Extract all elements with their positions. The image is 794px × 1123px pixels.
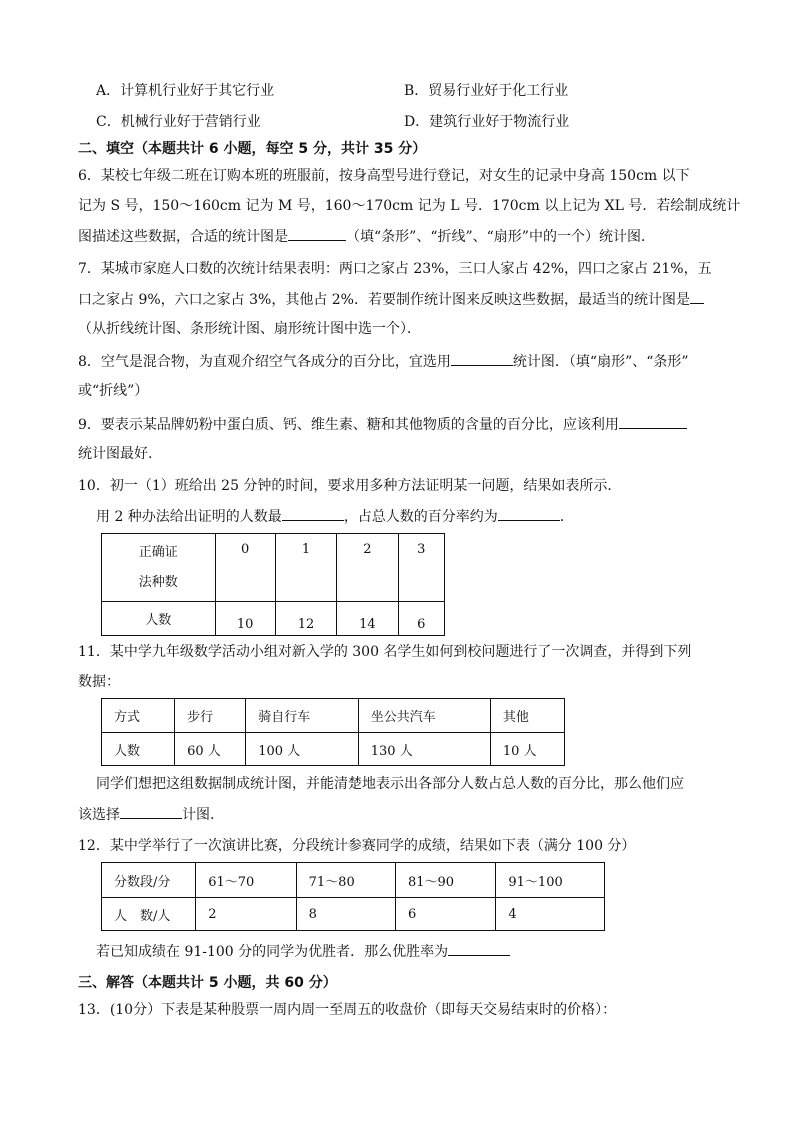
table-cell: 方式 xyxy=(102,699,175,733)
q6-line-3 xyxy=(78,226,655,247)
q7-text-a: 口之家占 9%，六口之家占 3%，其他占 2%．若要制作统计图来反映这些数据，最适当的统计图是 xyxy=(78,292,690,308)
q7-answer-blank[interactable] xyxy=(690,289,704,304)
q8-line-1 xyxy=(78,351,689,372)
q10-text-b: ，占总人数的百分率约为 xyxy=(343,509,498,525)
q10-text-c: ． xyxy=(559,509,574,525)
table-cell: 10 xyxy=(215,602,275,636)
q11-line-2: 数据： xyxy=(78,674,120,690)
table-cell: 8 xyxy=(296,898,395,931)
q8-line-2: 或“折线”） xyxy=(78,383,149,399)
q6-line-2: 记为 S 号，150～160cm 记为 M 号，160～170cm 记为 L 号．170cm 以上记为 XL 号．若绘制成统计 xyxy=(78,198,741,214)
table-cell: 10 人 xyxy=(490,733,564,766)
q10-line-2 xyxy=(96,506,574,527)
table-cell: 91～100 xyxy=(496,863,605,898)
section-2-heading: 二、填空（本题共计 6 小题，每空 5 分，共计 35 分） xyxy=(78,141,427,157)
q10-header-line-2: 法种数 xyxy=(138,574,178,590)
table-cell: 2 xyxy=(337,534,398,602)
q10-line-1: 10．初一（1）班给出 25 分钟的时间，要求用多种方法证明某一问题，结果如表所示． xyxy=(78,478,622,494)
q10-answer-blank-2[interactable] xyxy=(498,506,560,521)
table-cell: 0 xyxy=(215,534,275,602)
q11-text-b: 计图. xyxy=(182,807,215,823)
q8-text-a: 8．空气是混合物，为直观介绍空气各成分的百分比，宜选用 xyxy=(78,354,451,370)
q7-line-2 xyxy=(78,289,704,310)
table-cell: 人 数/人 xyxy=(102,898,196,931)
table-cell: 人数 xyxy=(102,602,216,636)
q9-line-2: 统计图最好. xyxy=(78,446,153,462)
q9-line-1 xyxy=(78,414,687,435)
q7-line-1: 7．某城市家庭人口数的次统计结果表明：两口之家占 23%，三口人家占 42%，四口之家占 21%，五 xyxy=(78,261,712,277)
q8-text-b: 统计图．（填“扇形”、“条形” xyxy=(512,354,689,370)
q11-table xyxy=(101,698,565,766)
table-cell: 步行 xyxy=(175,699,246,733)
q12-text-a: 若已知成绩在 91-100 分的同学为优胜者．那么优胜率为 xyxy=(96,944,449,960)
q7-line-3: （从折线统计图、条形统计图、扇形统计图中选一个）． xyxy=(78,321,421,337)
q13-line-1: 13．(10分）下表是某种股票一周内周一至周五的收盘价（即每天交易结束时的价格）： xyxy=(78,1002,617,1018)
table-cell: 坐公共汽车 xyxy=(358,699,490,733)
option-b: B．贸易行业好于化工行业 xyxy=(404,83,569,99)
table-cell: 4 xyxy=(496,898,605,931)
q8-answer-blank[interactable] xyxy=(451,351,513,366)
table-cell: 71～80 xyxy=(296,863,395,898)
table-cell: 14 xyxy=(337,602,398,636)
q6-text-a: 图描述这些数据，合适的统计图是 xyxy=(78,229,288,245)
table-cell: 60 人 xyxy=(175,733,246,766)
q12-line-2 xyxy=(96,941,510,962)
q10-header-cell xyxy=(102,534,216,602)
q6-line-1: 6．某校七年级二班在订购本班的班服前，按身高型号进行登记，对女生的记录中身高 150cm 以下 xyxy=(78,168,690,184)
q6-text-b: （填“条形”、“折线”、“扇形”中的一个）统计图． xyxy=(346,229,655,245)
table-cell: 分数段/分 xyxy=(102,863,196,898)
table-cell: 61～70 xyxy=(196,863,296,898)
table-cell: 100 人 xyxy=(246,733,359,766)
table-cell: 2 xyxy=(196,898,296,931)
table-cell: 130 人 xyxy=(358,733,490,766)
q12-table xyxy=(101,862,605,931)
q10-header-line-1: 正确证 xyxy=(138,544,178,560)
q6-answer-blank[interactable] xyxy=(288,226,346,241)
table-cell: 6 xyxy=(395,898,495,931)
q12-answer-blank[interactable] xyxy=(448,941,510,956)
q12-line-1: 12．某中学举行了一次演讲比赛，分段统计参赛同学的成绩，结果如下表（满分 100 分） xyxy=(78,838,636,854)
table-cell: 其他 xyxy=(490,699,564,733)
option-d: D．建筑行业好于物流行业 xyxy=(404,114,570,130)
q11-answer-blank[interactable] xyxy=(120,804,182,819)
q10-answer-blank-1[interactable] xyxy=(282,506,344,521)
table-cell: 1 xyxy=(275,534,336,602)
q11-line-4 xyxy=(78,804,214,825)
section-3-heading: 三、解答（本题共计 5 小题，共 60 分） xyxy=(78,975,337,991)
q10-table xyxy=(101,533,445,636)
table-cell: 人数 xyxy=(102,733,175,766)
q10-text-a: 用 2 种办法给出证明的人数最 xyxy=(96,509,282,525)
q11-text-a: 该选择 xyxy=(78,807,120,823)
table-cell: 骑自行车 xyxy=(246,699,359,733)
table-cell: 81～90 xyxy=(395,863,495,898)
table-cell: 6 xyxy=(398,602,444,636)
q11-line-3: 同学们想把这组数据制成统计图，并能清楚地表示出各部分人数占总人数的百分比，那么他们应 xyxy=(96,776,684,792)
q9-answer-blank[interactable] xyxy=(619,414,687,429)
option-c: C．机械行业好于营销行业 xyxy=(96,114,261,130)
q11-line-1: 11．某中学九年级数学活动小组对新入学的 300 名学生如何到校问题进行了一次调查，并得到下列 xyxy=(78,644,692,660)
table-cell: 3 xyxy=(398,534,444,602)
table-cell: 12 xyxy=(275,602,336,636)
option-a: A．计算机行业好于其它行业 xyxy=(96,83,275,99)
q9-text-a: 9．要表示某品牌奶粉中蛋白质、钙、维生素、糖和其他物质的含量的百分比，应该利用 xyxy=(78,417,619,433)
